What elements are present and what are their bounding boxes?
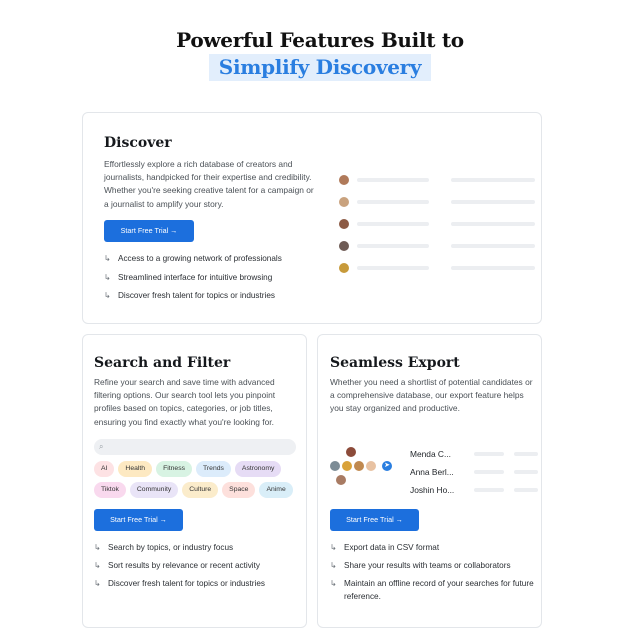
search-bullet-list [94, 541, 304, 595]
avatar-cluster [328, 445, 398, 497]
export-illustration [328, 445, 538, 497]
arrow-return-icon: ↳ [330, 543, 337, 552]
discover-card [82, 112, 542, 324]
arrow-return-icon: ↳ [330, 561, 337, 570]
tag-astronomy[interactable]: Astronomy [235, 461, 281, 477]
profile-row [339, 257, 539, 279]
arrow-return-icon: ↳ [94, 579, 101, 588]
list-item: ↳ Access to a growing network of professionals [104, 254, 282, 263]
profile-row [339, 191, 539, 213]
arrow-return-icon: ↳ [104, 291, 111, 300]
profile-row [339, 169, 539, 191]
tag-tiktok[interactable]: Tiktok [94, 482, 126, 498]
tag-anime[interactable]: Anime [259, 482, 292, 498]
avatar [339, 263, 349, 273]
discover-bullet-list [104, 252, 282, 308]
search-filter-title: Search and Filter [94, 355, 231, 371]
discover-start-trial-button[interactable]: Start Free Trial → [104, 220, 194, 242]
list-item: ↳ Share your results with teams or collaborators [330, 561, 511, 570]
tag-health[interactable]: Health [118, 461, 152, 477]
avatar [354, 461, 364, 471]
tag-fitness[interactable]: Fitness [156, 461, 192, 477]
discover-title: Discover [104, 135, 172, 151]
export-list [410, 445, 538, 499]
export-start-trial-button[interactable]: Start Free Trial → [330, 509, 419, 531]
avatar [336, 475, 346, 485]
avatar [339, 175, 349, 185]
list-item: ↳ Export data in CSV format [330, 543, 440, 552]
arrow-return-icon: ↳ [104, 272, 111, 282]
export-card [317, 334, 542, 628]
list-item: ↳ Sort results by relevance or recent activity [94, 561, 260, 570]
list-item: Anna Berl... [410, 463, 538, 481]
avatar [342, 461, 352, 471]
list-item: Joshin Ho... [410, 481, 538, 499]
arrow-return-icon: ↳ [94, 543, 101, 552]
section-heading [0, 26, 640, 81]
topic-tags [94, 461, 304, 503]
tag-trends[interactable]: Trends [196, 461, 231, 477]
export-bullet-list [330, 541, 540, 608]
arrow-return-icon: ↳ [330, 579, 337, 588]
search-input[interactable] [94, 439, 296, 455]
discover-description: Effortlessly explore a rich database of creators and journalists, handpicked for their expertise and credibility. Whether you're seeking creative talent for a campaign or a journalist to amplify your story. [104, 159, 314, 209]
search-start-trial-button[interactable]: Start Free Trial → [94, 509, 183, 531]
heading-line-2-highlight: Simplify Discovery [209, 54, 431, 81]
list-item: ↳ Discover fresh talent for topics or industries [94, 579, 265, 588]
send-icon: ➤ [382, 461, 392, 471]
profile-row [339, 235, 539, 257]
list-item: ↳ Discover fresh talent for topics or industries [104, 291, 275, 300]
arrow-return-icon: ↳ [104, 254, 111, 263]
heading-line-1: Powerful Features Built to [176, 28, 464, 52]
tag-culture[interactable]: Culture [182, 482, 218, 498]
avatar [346, 447, 356, 457]
arrow-return-icon: ↳ [94, 561, 101, 570]
tag-ai[interactable]: AI [94, 461, 114, 477]
list-item: ↳ Search by topics, or industry focus [94, 543, 234, 552]
search-filter-description: Refine your search and save time with advanced filtering options. Our search tool lets you pinpoint profiles based on topics, categories, or job titles, ensuring you find exactly what you're looking for. [94, 377, 276, 427]
profile-list-illustration [339, 169, 539, 279]
avatar [366, 461, 376, 471]
list-item: Menda C... [410, 445, 538, 463]
profile-row [339, 213, 539, 235]
tag-space[interactable]: Space [222, 482, 255, 498]
avatar [339, 241, 349, 251]
list-item: ↳ Streamlined interface for intuitive browsing [104, 272, 273, 282]
avatar [339, 197, 349, 207]
avatar [339, 219, 349, 229]
export-description: Whether you need a shortlist of potential candidates or a comprehensive database, our export feature helps you stay organized and productive. [330, 377, 533, 414]
export-title: Seamless Export [330, 355, 460, 371]
avatar [330, 461, 340, 471]
list-item: ↳ Maintain an offline record of your searches for future reference. [330, 579, 534, 601]
tag-community[interactable]: Community [130, 482, 178, 498]
search-filter-card [82, 334, 307, 628]
search-icon: ⌕ [99, 442, 104, 451]
